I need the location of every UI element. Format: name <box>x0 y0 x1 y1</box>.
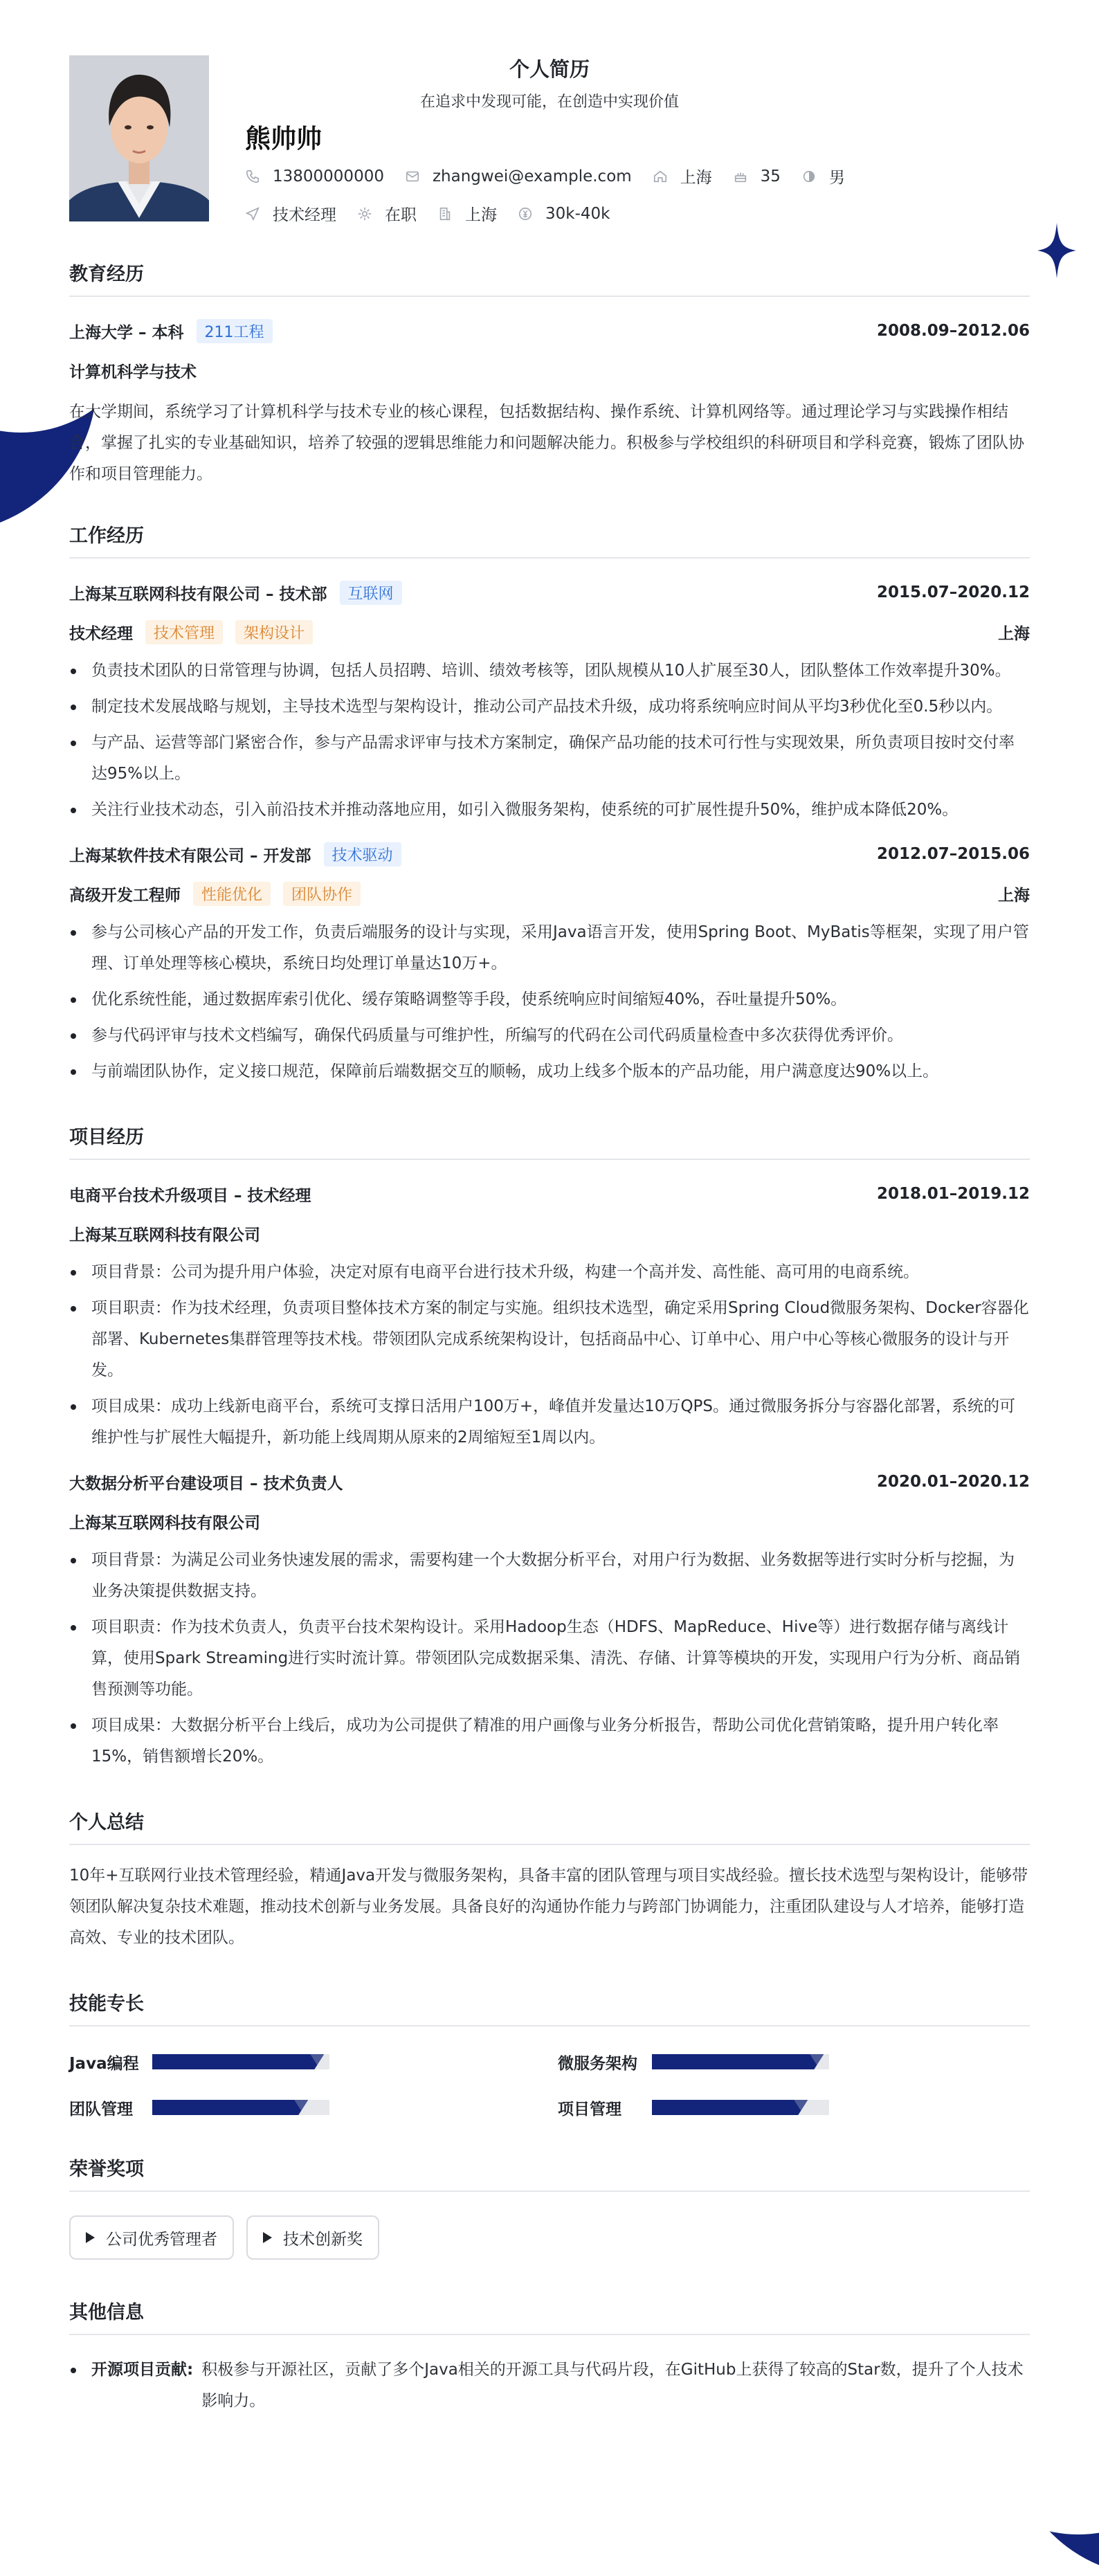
education-section <box>69 259 1030 490</box>
skill-bar <box>152 2100 329 2115</box>
home-city-item <box>653 165 712 188</box>
slogan: 在追求中发现可能，在创造中实现价值 <box>419 93 679 111</box>
skills-section <box>69 1988 1030 2119</box>
major: 计算机科学与技术 <box>69 363 197 381</box>
education-date: 2008.09–2012.06 <box>876 322 1030 340</box>
position-item <box>245 202 336 225</box>
contact-row <box>245 165 866 188</box>
role-tag: 技术管理 <box>145 620 223 644</box>
summary-section <box>69 1807 1030 1954</box>
gender-item <box>801 165 845 188</box>
project-entry <box>69 1469 1030 1772</box>
list-item: 项目职责：作为技术负责人，负责平台技术架构设计。采用Hadoop生态（HDFS、MapReduce、Hive等）进行数据存储与离线计算，使用Spark Streaming进行实时流计算。带领团队完成数据采集、清洗、存储、计算等模块的开发，实现用户行为分析、商品销售预测等功能。 <box>69 1612 1030 1705</box>
gear-icon <box>357 206 372 221</box>
job-intent-row <box>245 202 630 225</box>
list-item: 项目成果：大数据分析平台上线后，成功为公司提供了精准的用户画像与业务分析报告，帮助公司优化营销策略，提升用户转化率15%，销售额增长20%。 <box>69 1710 1030 1772</box>
list-item <box>69 2355 1030 2417</box>
role-tag: 团队协作 <box>283 882 361 906</box>
sparkle-star-icon <box>1037 223 1076 278</box>
project-entry <box>69 1181 1030 1453</box>
awards-list <box>69 2215 1030 2260</box>
project-date: 2018.01–2019.12 <box>876 1185 1030 1203</box>
list-item: 参与公司核心产品的开发工作，负责后端服务的设计与实现，采用Java语言开发，使用Spring Boot、MyBatis等框架，实现了用户管理、订单处理等核心模块，系统日均处理订单量达10万+。 <box>69 917 1030 979</box>
cake-icon <box>733 169 748 184</box>
list-item: 与产品、运营等部门紧密合作，参与产品需求评审与技术方案制定，确保产品功能的技术可行性与实现效果，所负责项目按时交付率达95%以上。 <box>69 727 1030 790</box>
skill-name: Java编程 <box>69 2054 139 2073</box>
work-bullets <box>69 917 1030 1087</box>
project-name: 大数据分析平台建设项目 – 技术负责人 <box>69 1474 343 1493</box>
section-title: 工作经历 <box>69 520 1030 559</box>
skill-item <box>558 2050 1030 2074</box>
skill-fill <box>652 2100 808 2115</box>
other-text: 积极参与开源社区，贡献了多个Java相关的开源工具与代码片段，在GitHub上获得了较高的Star数，提升了个人技术影响力。 <box>201 2361 1024 2410</box>
list-item: 项目背景：为满足公司业务快速发展的需求，需要构建一个大数据分析平台，对用户行为数据、业务数据等进行实时分析与挖掘，为业务决策提供数据支持。 <box>69 1545 1030 1607</box>
yuan-coin-icon <box>518 206 533 221</box>
work-city: 上海 <box>998 624 1030 643</box>
resume-header <box>69 54 1030 226</box>
role-tag: 性能优化 <box>193 882 271 906</box>
send-icon <box>245 206 260 221</box>
work-date: 2015.07–2020.12 <box>876 583 1030 601</box>
play-triangle-icon <box>263 2232 272 2243</box>
email-item <box>405 167 632 185</box>
list-item: 与前端团队协作，定义接口规范，保障前后端数据交互的顺畅，成功上线多个版本的产品功能，用户满意度达90%以上。 <box>69 1056 1030 1087</box>
project-company: 上海某互联网科技有限公司 <box>69 1226 260 1244</box>
phone-value: 13800000000 <box>273 167 384 185</box>
projects-section <box>69 1122 1030 1772</box>
award-label: 技术创新奖 <box>283 2230 363 2249</box>
skill-fill <box>152 2054 324 2069</box>
list-item: 优化系统性能，通过数据库索引优化、缓存策略调整等手段，使系统响应时间缩短40%，吞吐量提升50%。 <box>69 984 1030 1015</box>
education-entry <box>69 318 1030 490</box>
section-title: 技能专长 <box>69 1988 1030 2026</box>
gender-value: 男 <box>828 169 845 187</box>
awards-section <box>69 2154 1030 2260</box>
skill-bar <box>652 2100 829 2115</box>
salary-item <box>518 205 610 223</box>
award-badge <box>246 2215 379 2260</box>
phone-item <box>245 167 384 185</box>
play-triangle-icon <box>86 2232 95 2243</box>
position-value: 技术经理 <box>273 206 336 224</box>
document-title: 个人简历 <box>509 57 590 81</box>
skill-name: 团队管理 <box>69 2100 133 2119</box>
list-item: 项目成果：成功上线新电商平台，系统可支撑日活用户100万+，峰值并发量达10万QPS。通过微服务拆分与容器化部署，系统的可维护性与扩展性大幅提升，新功能上线周期从原来的2周缩短至1周以内。 <box>69 1391 1030 1453</box>
summary-text: 10年+互联网行业技术管理经验，精通Java开发与微服务架构，具备丰富的团队管理与项目实战经验。擅长技术选型与架构设计，能够带领团队解决复杂技术难题，推动技术创新与业务发展。具备良好的沟通协作能力与跨部门协调能力，注重团队建设与人才培养，能够打造高效、专业的技术团队。 <box>69 1867 1028 1947</box>
skill-bar <box>152 2054 329 2069</box>
work-date: 2012.07–2015.06 <box>876 845 1030 863</box>
work-city: 上海 <box>998 886 1030 905</box>
email-value: zhangwei@example.com <box>432 167 632 185</box>
skill-item <box>69 2050 558 2074</box>
list-item: 制定技术发展战略与规划，主导技术选型与架构设计，推动公司产品技术升级，成功将系统响应时间从平均3秒优化至0.5秒以内。 <box>69 691 1030 723</box>
salary-value: 30k-40k <box>545 204 610 223</box>
school-name: 上海大学 – 本科 <box>69 323 184 342</box>
role-tag: 架构设计 <box>235 620 313 644</box>
project-date: 2020.01–2020.12 <box>876 1473 1030 1491</box>
skill-bar <box>652 2054 829 2069</box>
award-badge <box>69 2215 234 2260</box>
age-value: 35 <box>760 167 781 185</box>
skill-name: 项目管理 <box>558 2100 621 2119</box>
building-icon <box>437 206 453 221</box>
section-title: 个人总结 <box>69 1807 1030 1845</box>
work-bullets <box>69 655 1030 826</box>
skill-item <box>69 2096 558 2119</box>
company-name: 上海某软件技术有限公司 – 开发部 <box>69 846 311 865</box>
education-description: 在大学期间，系统学习了计算机科学与技术专业的核心课程，包括数据结构、操作系统、计算机网络等。通过理论学习与实践操作相结合，掌握了扎实的专业基础知识，培养了较强的逻辑思维能力和问题解决能力。积极参与学校组织的科研项目和学科竞赛，锻炼了团队协作和项目管理能力。 <box>69 403 1024 483</box>
other-section <box>69 2297 1030 2417</box>
list-item: 项目职责：作为技术经理，负责项目整体技术方案的制定与实施。组织技术选型，确定采用Spring Cloud微服务架构、Docker容器化部署、Kubernetes集群管理等技术栈。带领团队完成系统架构设计，包括商品中心、订单中心、用户中心等核心微服务的设计与开发。 <box>69 1293 1030 1386</box>
work-entry <box>69 841 1030 1087</box>
mail-icon <box>405 169 420 184</box>
gender-icon <box>801 169 817 184</box>
work-section <box>69 520 1030 1087</box>
company-tag: 技术驱动 <box>324 842 401 867</box>
project-company: 上海某互联网科技有限公司 <box>69 1514 260 1532</box>
age-item <box>733 167 781 185</box>
list-item: 负责技术团队的日常管理与协调，包括人员招聘、培训、绩效考核等，团队规模从10人扩展至30人，团队整体工作效率提升30%。 <box>69 655 1030 687</box>
company-tag: 互联网 <box>340 581 402 605</box>
job-role: 技术经理 <box>69 624 133 643</box>
project-name: 电商平台技术升级项目 – 技术经理 <box>69 1186 311 1205</box>
school-tag: 211工程 <box>197 319 273 343</box>
skill-item <box>558 2096 1030 2119</box>
skills-grid <box>69 2050 1030 2119</box>
list-item: 关注行业技术动态，引入前沿技术并推动落地应用，如引入微服务架构，使系统的可扩展性提升50%，维护成本降低20%。 <box>69 795 1030 826</box>
home-icon <box>653 169 668 184</box>
list-item: 参与代码评审与技术文档编写，确保代码质量与可维护性，所编写的代码在公司代码质量检查中多次获得优秀评价。 <box>69 1020 1030 1051</box>
status-item <box>357 202 417 225</box>
skill-fill <box>652 2054 824 2069</box>
section-title: 其他信息 <box>69 2297 1030 2335</box>
skill-name: 微服务架构 <box>558 2054 637 2073</box>
list-item: 项目背景：公司为提升用户体验，决定对原有电商平台进行技术升级，构建一个高并发、高性能、高可用的电商系统。 <box>69 1257 1030 1288</box>
project-bullets <box>69 1257 1030 1453</box>
section-title: 教育经历 <box>69 259 1030 297</box>
phone-icon <box>245 169 260 184</box>
company-name: 上海某互联网科技有限公司 – 技术部 <box>69 585 327 604</box>
project-bullets <box>69 1545 1030 1772</box>
job-role: 高级开发工程师 <box>69 886 181 905</box>
work-entry <box>69 579 1030 826</box>
work-city-item <box>437 202 497 225</box>
skill-fill <box>152 2100 308 2115</box>
section-title: 项目经历 <box>69 1122 1030 1160</box>
award-label: 公司优秀管理者 <box>106 2230 217 2249</box>
resume-page <box>69 54 1030 2417</box>
status-value: 在职 <box>385 206 417 224</box>
section-title: 荣誉奖项 <box>69 2154 1030 2192</box>
other-label: 开源项目贡献: <box>91 2361 194 2379</box>
other-list <box>69 2355 1030 2417</box>
home-city-value: 上海 <box>680 169 712 187</box>
candidate-name: 熊帅帅 <box>245 124 322 154</box>
work-city-value: 上海 <box>465 206 497 224</box>
